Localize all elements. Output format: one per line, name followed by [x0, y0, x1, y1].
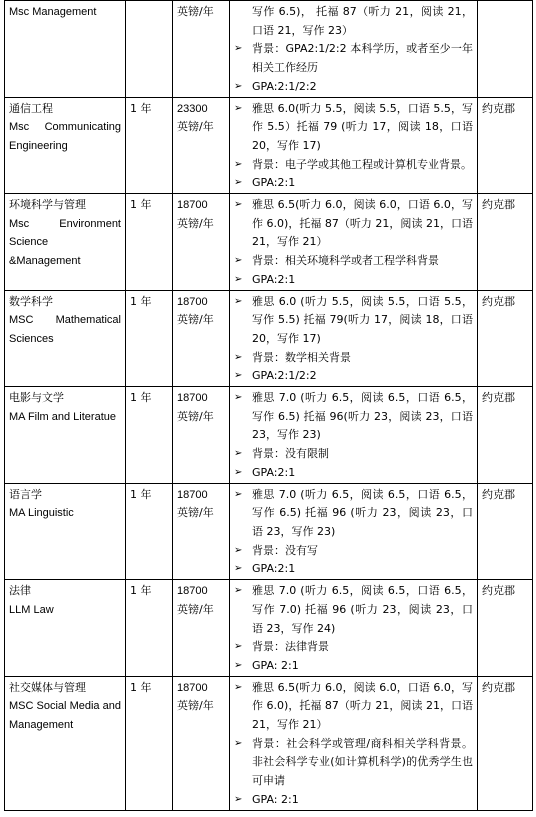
admissions-table	[4, 0, 533, 811]
requirement-item	[234, 582, 473, 638]
fee-amount: 23300	[177, 102, 208, 115]
requirement-text: GPA:2:1	[252, 272, 296, 286]
requirement-text: GPA:2:1	[252, 562, 296, 576]
fee-unit: 英镑/年	[177, 313, 214, 327]
program-cell	[5, 676, 126, 810]
bullet-arrow-icon: ➢	[234, 466, 243, 478]
table-row	[5, 580, 533, 677]
requirement-item	[234, 174, 473, 193]
fee-cell	[173, 676, 230, 810]
requirement-item	[234, 679, 473, 735]
requirement-text: GPA: 2:1	[252, 792, 299, 806]
requirement-item	[234, 389, 473, 445]
fee-amount: 18700	[177, 295, 208, 308]
bullet-arrow-icon	[234, 3, 252, 40]
requirement-text: 写作 6.5)， 托福 87（听力 21，阅读 21，口语 21，写作 23）	[252, 5, 473, 37]
table-row	[5, 483, 533, 580]
program-name-en: MA Film and Literatue	[9, 410, 116, 423]
program-cell	[5, 483, 126, 580]
requirement-item	[234, 293, 473, 349]
program-name-en: Msc Management	[9, 6, 97, 18]
duration-cell: 1 年	[126, 290, 173, 387]
table-row	[5, 387, 533, 484]
fee-amount: 18700	[177, 392, 208, 405]
requirement-text: GPA: 2:1	[252, 658, 299, 672]
table-row	[5, 97, 533, 194]
duration-cell	[126, 1, 173, 98]
program-name-cn: 环境科学与管理	[9, 198, 86, 212]
requirement-item	[234, 196, 473, 252]
program-cell	[5, 387, 126, 484]
fee-unit: 英镑/年	[177, 120, 214, 134]
table-row	[5, 676, 533, 810]
location-cell: 约克郡	[478, 676, 533, 810]
fee-cell	[173, 483, 230, 580]
requirement-item	[234, 638, 473, 657]
requirement-text: GPA:2:1/2:2	[252, 369, 317, 383]
bullet-arrow-icon: ➢	[234, 80, 243, 92]
program-name-en: MSC Social Media and Management	[9, 700, 121, 732]
fee-cell	[173, 580, 230, 677]
requirement-text: GPA:2:1	[252, 465, 296, 479]
location-cell: 约克郡	[478, 387, 533, 484]
requirement-item	[234, 560, 473, 579]
fee-amount: 18700	[177, 488, 208, 501]
program-name-en: MSC Mathematical Sciences	[9, 314, 121, 345]
program-name-cn: 电影与文学	[9, 391, 64, 405]
requirements-cell	[230, 676, 478, 810]
requirements-cell	[230, 194, 478, 291]
duration-cell: 1 年	[126, 483, 173, 580]
bullet-arrow-icon: ➢	[234, 370, 243, 382]
requirement-text: 雅思 7.0 (听力 6.5，阅读 6.5，口语 6.5，写作 6.5) 托福 96 (听力 23，阅读 23，口语 23，写作 23)	[252, 487, 473, 538]
program-name-en: Msc Communicating Engineering	[9, 121, 121, 152]
fee-unit: 英镑/年	[177, 5, 214, 18]
program-cell	[5, 1, 126, 98]
bullet-arrow-icon: ➢	[234, 793, 243, 805]
bullet-arrow-icon: ➢	[234, 585, 243, 597]
requirement-text: 雅思 7.0 (听力 6.5，阅读 6.5，口语 6.5，写作 6.5) 托福 96(听力 23，阅读 23，口语 23，写作 23)	[252, 391, 473, 442]
duration-cell: 1 年	[126, 676, 173, 810]
requirements-cell	[230, 97, 478, 194]
requirement-item	[234, 367, 473, 386]
bullet-arrow-icon: ➢	[234, 392, 243, 404]
fee-cell	[173, 290, 230, 387]
requirement-item	[234, 252, 473, 271]
requirement-text: GPA:2:1/2:2	[252, 79, 317, 93]
location-cell	[478, 1, 533, 98]
bullet-arrow-icon: ➢	[234, 351, 243, 363]
requirement-text: 背景：法律背景	[252, 640, 329, 654]
program-cell	[5, 97, 126, 194]
location-cell: 约克郡	[478, 97, 533, 194]
requirement-item	[234, 657, 473, 676]
requirement-item	[234, 735, 473, 791]
program-cell	[5, 194, 126, 291]
requirements-cell	[230, 483, 478, 580]
requirement-text: 雅思 6.5(听力 6.0，阅读 6.0，口语 6.0，写作 6.0)，托福 87（听力 21，阅读 21，口语 21，写作 21）	[252, 680, 473, 732]
program-name-en: LLM Law	[9, 603, 54, 616]
fee-unit: 英镑/年	[177, 216, 214, 230]
requirement-item	[234, 40, 473, 77]
bullet-arrow-icon: ➢	[234, 177, 243, 189]
table-row	[5, 194, 533, 291]
table-row	[5, 290, 533, 387]
requirement-text: 背景：没有写	[252, 543, 318, 557]
program-name-en: Msc Environment Science &Management	[9, 217, 121, 268]
requirement-item	[234, 78, 473, 97]
fee-unit: 英镑/年	[177, 699, 214, 713]
requirement-text: GPA:2:1	[252, 176, 296, 190]
duration-cell: 1 年	[126, 580, 173, 677]
requirement-text: 背景：数学相关背景	[252, 350, 351, 364]
requirement-item	[234, 100, 473, 156]
requirement-item	[234, 156, 473, 175]
bullet-arrow-icon: ➢	[234, 641, 243, 653]
bullet-arrow-icon: ➢	[234, 43, 243, 55]
requirements-cell	[230, 387, 478, 484]
requirement-text: 背景：没有限制	[252, 447, 329, 461]
requirements-cell	[230, 580, 478, 677]
fee-cell	[173, 97, 230, 194]
program-cell	[5, 290, 126, 387]
table-body	[5, 1, 533, 811]
bullet-arrow-icon: ➢	[234, 255, 243, 267]
location-cell: 约克郡	[478, 290, 533, 387]
program-name-en: MA Linguistic	[9, 507, 74, 520]
program-name-cn: 社交媒体与管理	[9, 680, 86, 694]
requirement-item	[234, 464, 473, 483]
fee-amount: 18700	[177, 681, 208, 694]
requirements-cell	[230, 1, 478, 98]
requirement-text: 雅思 7.0 (听力 6.5，阅读 6.5，口语 6.5，写作 7.0) 托福 96 (听力 23，阅读 23，口语 23，写作 24)	[252, 584, 473, 635]
requirement-item	[234, 445, 473, 464]
requirement-item	[234, 3, 473, 40]
requirement-item	[234, 486, 473, 542]
requirements-cell	[230, 290, 478, 387]
program-name-cn: 语言学	[9, 487, 42, 501]
fee-unit: 英镑/年	[177, 409, 214, 423]
bullet-arrow-icon: ➢	[234, 563, 243, 575]
bullet-arrow-icon: ➢	[234, 488, 243, 500]
table-row	[5, 1, 533, 98]
requirement-text: 背景：相关环境科学或者工程学科背景	[252, 254, 439, 268]
fee-amount: 18700	[177, 199, 208, 212]
bullet-arrow-icon: ➢	[234, 158, 243, 170]
bullet-arrow-icon: ➢	[234, 659, 243, 671]
program-name-cn: 通信工程	[9, 101, 53, 115]
bullet-arrow-icon: ➢	[234, 295, 243, 307]
duration-cell: 1 年	[126, 194, 173, 291]
requirement-text: 雅思 6.5(听力 6.0，阅读 6.0，口语 6.0，写作 6.0)，托福 87（听力 21，阅读 21，口语 21，写作 21）	[252, 198, 473, 249]
requirement-text: 雅思 6.0(听力 5.5，阅读 5.5，口语 5.5，写作 5.5）托福 79 (听力 17，阅读 18，口语 20，写作 17)	[252, 101, 473, 152]
program-cell	[5, 580, 126, 677]
bullet-arrow-icon: ➢	[234, 681, 243, 693]
program-name-cn: 法律	[9, 584, 31, 598]
bullet-arrow-icon: ➢	[234, 199, 243, 211]
location-cell: 约克郡	[478, 580, 533, 677]
fee-cell	[173, 194, 230, 291]
program-name-cn: 数学科学	[9, 294, 53, 308]
duration-cell: 1 年	[126, 97, 173, 194]
location-cell: 约克郡	[478, 194, 533, 291]
requirement-text: 背景：电子学或其他工程或计算机专业背景。	[252, 157, 472, 171]
bullet-arrow-icon: ➢	[234, 102, 243, 114]
requirement-text: 背景：GPA2:1/2:2 本科学历，或者至少一年相关工作经历	[252, 42, 473, 75]
bullet-arrow-icon: ➢	[234, 448, 243, 460]
requirement-item	[234, 791, 473, 810]
requirement-item	[234, 349, 473, 368]
duration-cell: 1 年	[126, 387, 173, 484]
bullet-arrow-icon: ➢	[234, 544, 243, 556]
bullet-arrow-icon: ➢	[234, 737, 243, 749]
requirement-text: 背景：社会科学或管理/商科相关学科背景。非社会科学专业(如计算机科学)的优秀学生也可申请	[252, 736, 473, 788]
fee-cell	[173, 1, 230, 98]
requirement-text: 雅思 6.0 (听力 5.5，阅读 5.5，口语 5.5，写作 5.5) 托福 79(听力 17，阅读 18，口语 20，写作 17)	[252, 294, 473, 345]
requirement-item	[234, 542, 473, 561]
fee-cell	[173, 387, 230, 484]
bullet-arrow-icon: ➢	[234, 273, 243, 285]
requirement-item	[234, 271, 473, 290]
fee-amount: 18700	[177, 585, 208, 598]
location-cell: 约克郡	[478, 483, 533, 580]
fee-unit: 英镑/年	[177, 506, 214, 520]
fee-unit: 英镑/年	[177, 602, 214, 616]
